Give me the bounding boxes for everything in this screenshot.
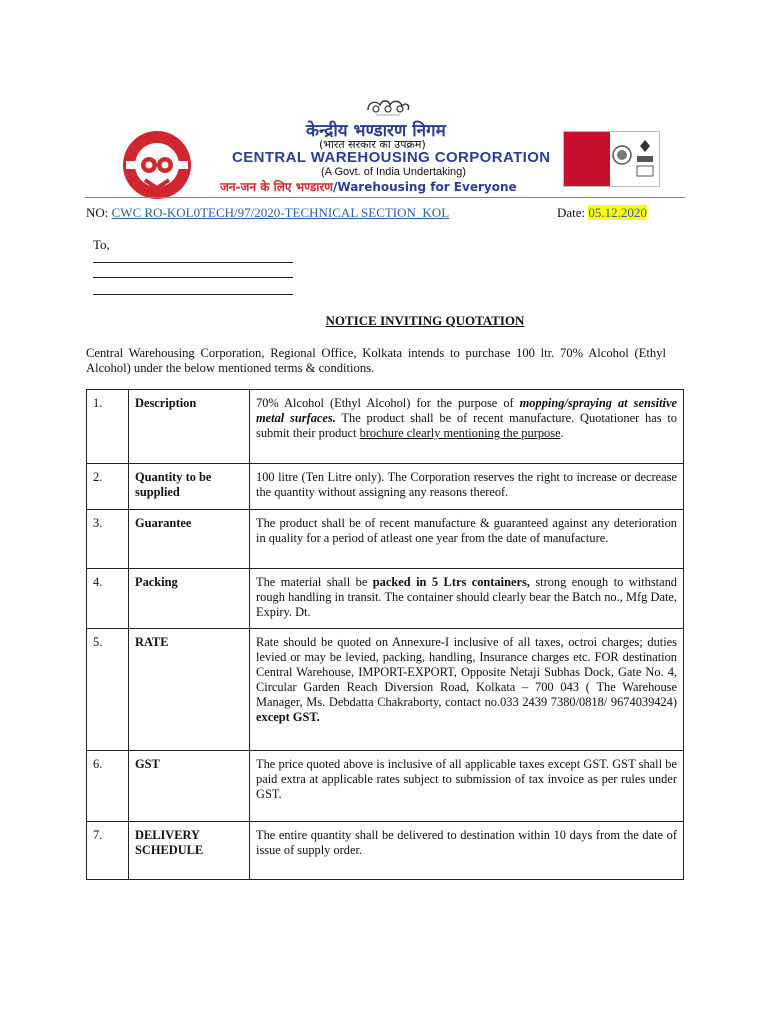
term-heading: RATE (129, 629, 250, 751)
term-heading: Description (129, 390, 250, 464)
govt-undertaking-hindi: (भारत सरकार का उपक्रम) (319, 138, 426, 151)
term-number: 6. (87, 751, 129, 822)
term-heading: Guarantee (129, 510, 250, 569)
corporation-tagline (220, 178, 517, 195)
govt-undertaking-english: (A Govt. of India Undertaking) (321, 166, 466, 178)
term-heading: GST (129, 751, 250, 822)
government-emblem-icon (362, 96, 414, 118)
term-text: The price quoted above is inclusive of all applicable taxes except GST. GST shall be paid extra at applicable rates subject to submission of tax invoice as per rules under GST. (250, 751, 684, 822)
term-number: 7. (87, 822, 129, 880)
address-blank-line (93, 294, 293, 295)
reference-number (86, 205, 449, 221)
corporation-name-english: CENTRAL WAREHOUSING CORPORATION (232, 149, 551, 166)
table-row (87, 629, 684, 751)
table-row (87, 390, 684, 464)
tagline-hindi: जन-जन के लिए भण्डारण (220, 180, 333, 194)
term-heading: DELIVERY SCHEDULE (129, 822, 250, 880)
addressee-label: To, (93, 237, 110, 252)
table-row (87, 510, 684, 569)
term-text: 70% Alcohol (Ethyl Alcohol) for the purpose of mopping/spraying at sensitive metal surfaces. The product shall be of recent manufacture. Quotationer has to submit their product brochure clearly mentioning the purpose. (250, 390, 684, 464)
term-number: 1. (87, 390, 129, 464)
term-heading: Packing (129, 569, 250, 629)
tagline-english: /Warehousing for Everyone (333, 180, 517, 194)
term-heading: Quantity to be supplied (129, 464, 250, 510)
table-row (87, 569, 684, 629)
term-text: The entire quantity shall be delivered to destination within 10 days from the date of issue of supply order. (250, 822, 684, 880)
term-text: 100 litre (Ten Litre only). The Corporation reserves the right to increase or decrease the quantity without assigning any reasons thereof. (250, 464, 684, 510)
term-number: 2. (87, 464, 129, 510)
notice-title: NOTICE INVITING QUOTATION (325, 313, 525, 328)
bureau-veritas-certification-icon (563, 131, 660, 187)
table-row (87, 464, 684, 510)
term-text: The product shall be of recent manufacture & guaranteed against any deterioration in quality for a period of atleast one year from the date of manufacture. (250, 510, 684, 569)
reference-label: NO: (86, 205, 109, 220)
date-label: Date: (557, 205, 586, 220)
notice-date (557, 205, 647, 221)
term-number: 4. (87, 569, 129, 629)
term-number: 3. (87, 510, 129, 569)
corporation-name-hindi: केन्द्रीय भण्डारण निगम (306, 121, 446, 141)
cwc-logo-icon (120, 128, 194, 202)
term-text: The material shall be packed in 5 Ltrs containers, strong enough to withstand rough handling in transit. The container should clearly bear the Batch no., Mfg Date, Expiry. Dt. (250, 569, 684, 629)
reference-link[interactable]: CWC RO-KOL0TECH/97/2020-TECHNICAL SECTION_KOL (111, 205, 450, 220)
table-row (87, 751, 684, 822)
date-value: 05.12.2020 (588, 205, 647, 220)
address-blank-line (93, 277, 293, 278)
letterhead-divider (85, 197, 685, 198)
notice-intro: Central Warehousing Corporation, Regional Office, Kolkata intends to purchase 100 ltr. 70% Alcohol (Ethyl Alcohol) under the below mentioned terms & conditions. (86, 346, 666, 375)
address-blank-line (93, 262, 293, 263)
term-text: Rate should be quoted on Annexure-I inclusive of all taxes, octroi charges; duties levied or may be levied, packing, handling, Insurance charges etc. FOR destination Central Warehouse, IMPORT-EXPORT, Opposite Netaji Subhas Dock, Gate No. 4, Circular Garden Reach Diversion Road, Kolkata – 700 043 ( The Warehouse Manager, Ms. Debdatta Chakraborty, contact no.033 2439 7380/0818/ 9674039424) except GST. (250, 629, 684, 751)
table-row (87, 822, 684, 880)
term-number: 5. (87, 629, 129, 751)
terms-table (86, 389, 684, 880)
